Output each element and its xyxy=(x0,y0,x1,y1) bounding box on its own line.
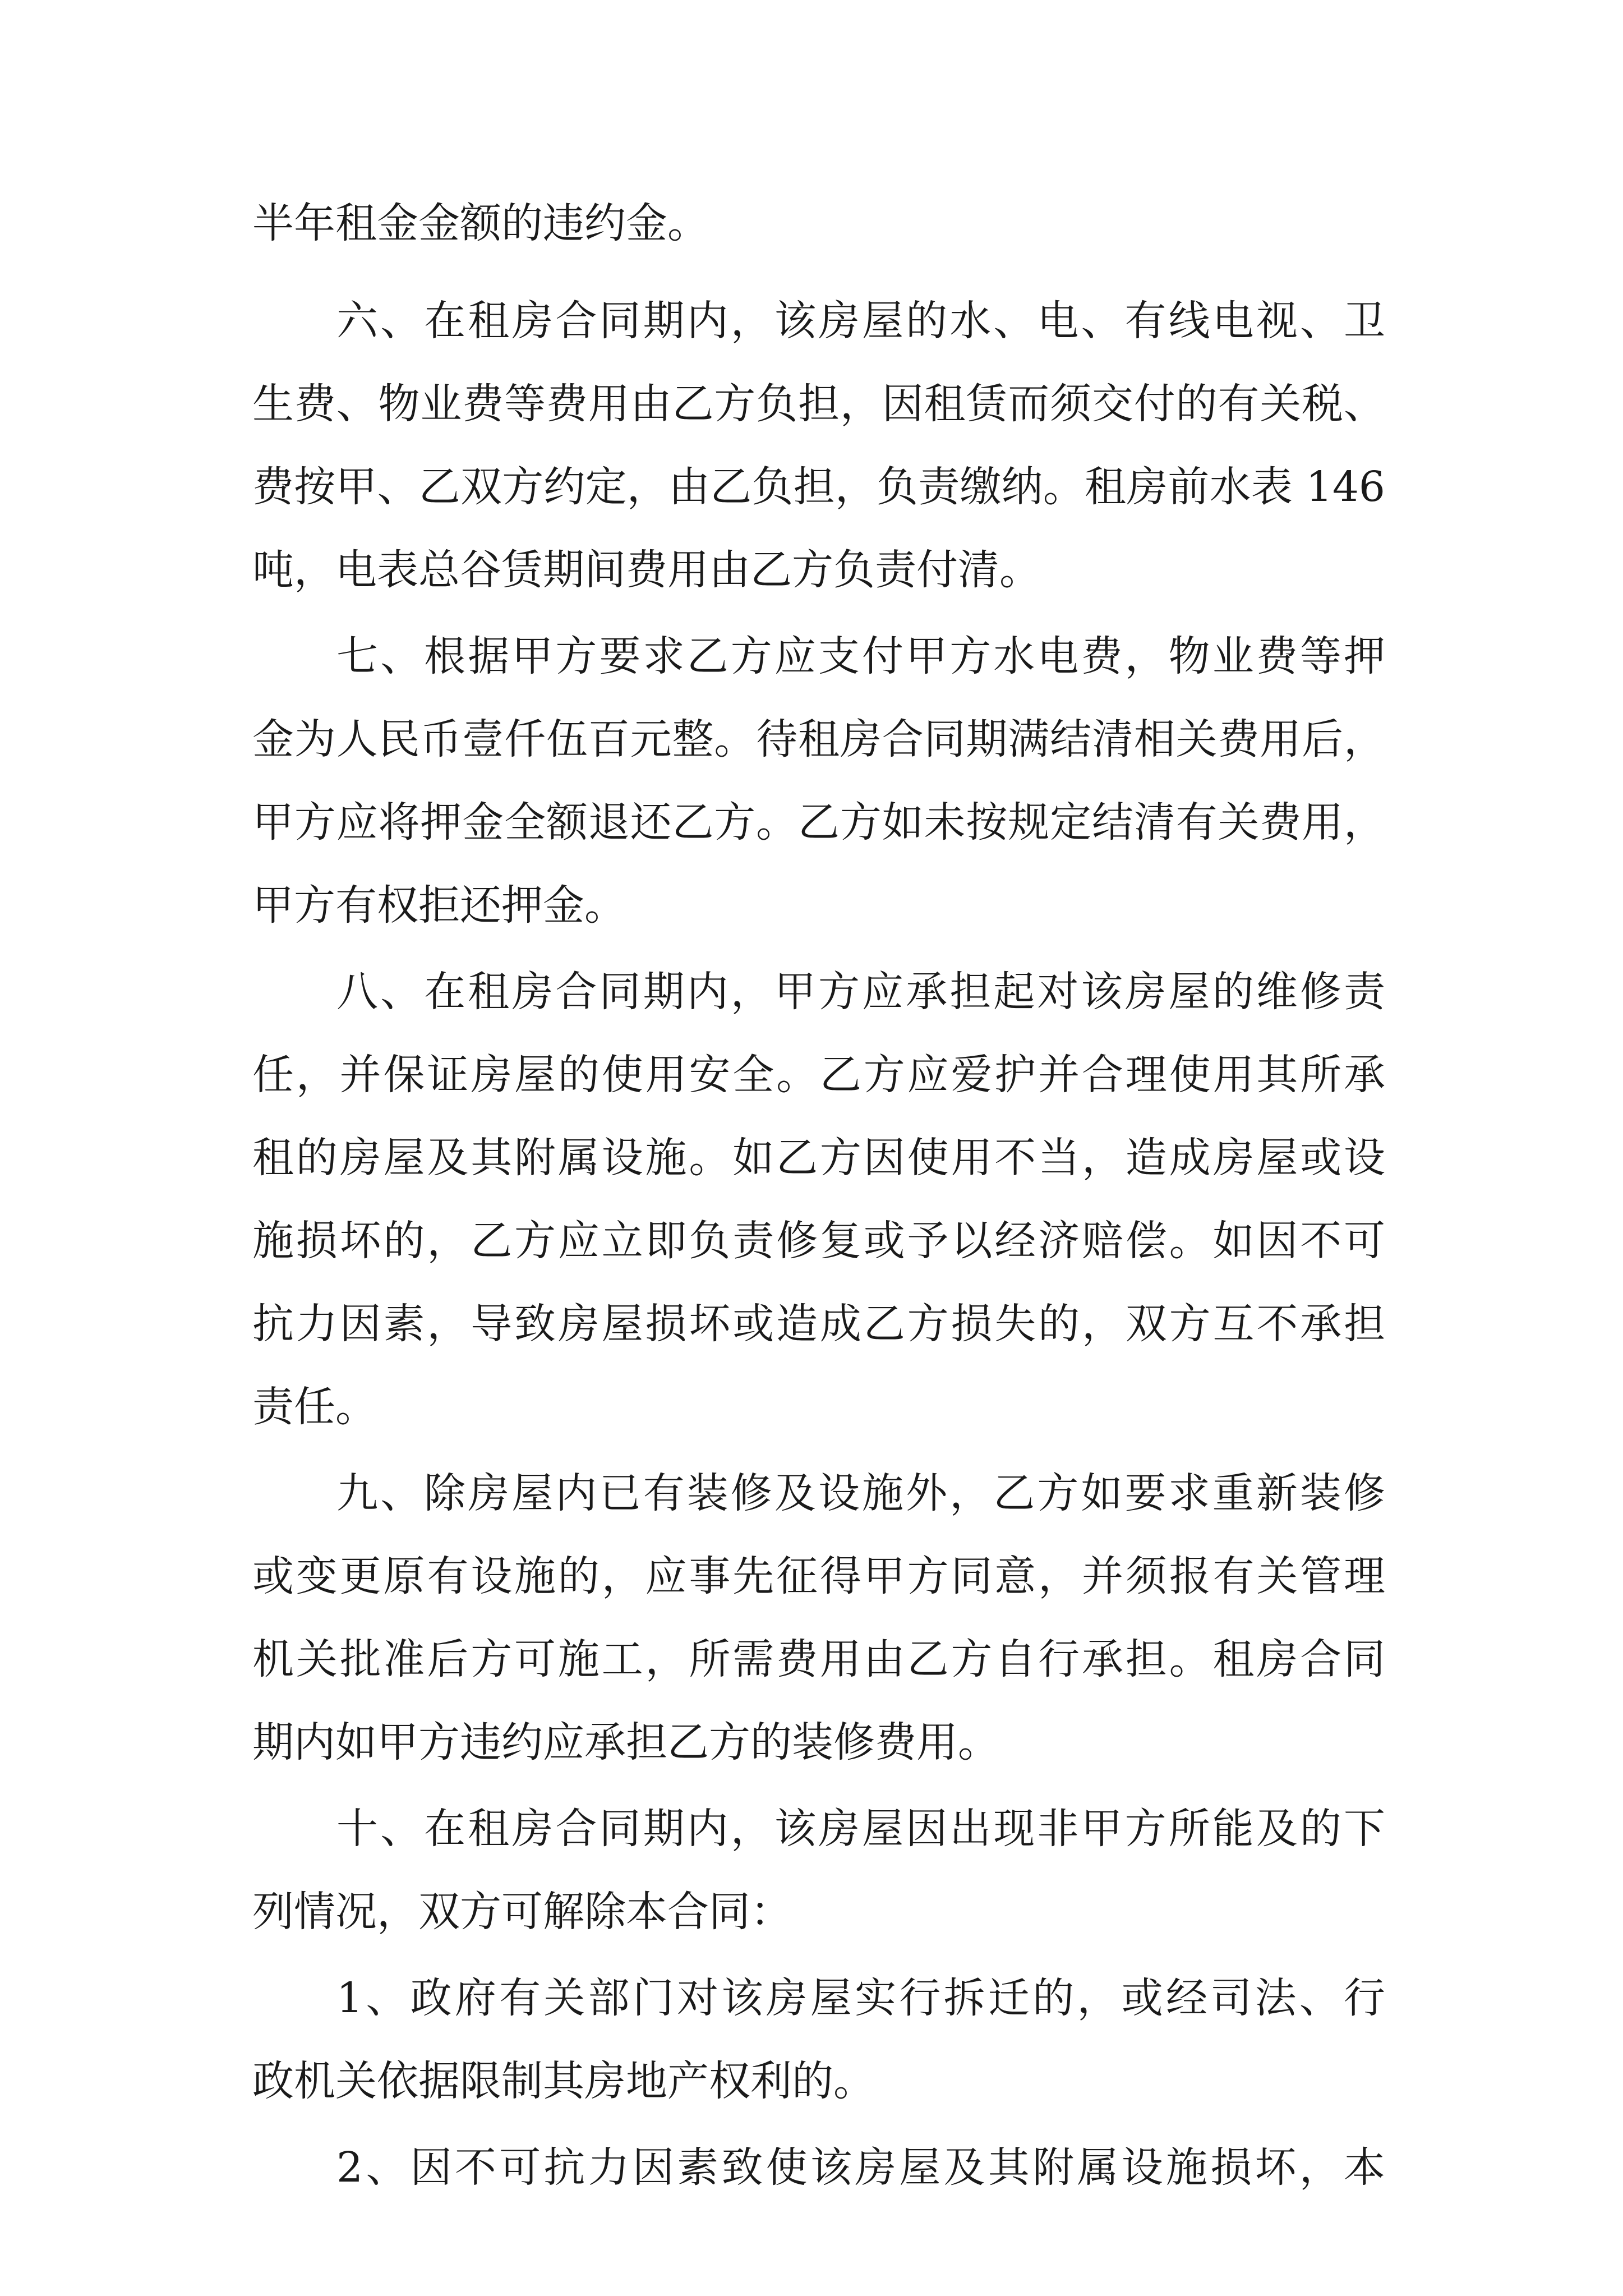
text-line: 甲方应将押金全额退还乙方。乙方如未按规定结清有关费用， xyxy=(252,798,1385,846)
text-line: 施损坏的，乙方应立即负责修复或予以经济赔偿。如因不可 xyxy=(252,1217,1385,1265)
text-line: 甲方有权拒还押金。 xyxy=(252,881,626,930)
text-line: 生费、物业费等费用由乙方负担，因租赁而须交付的有关税、 xyxy=(252,380,1385,428)
text-line: 七、根据甲方要求乙方应支付甲方水电费，物业费等押 xyxy=(336,632,1385,680)
text-line: 六、在租房合同期内，该房屋的水、电、有线电视、卫 xyxy=(336,297,1385,345)
text-line: 半年租金金额的违约金。 xyxy=(252,199,709,247)
text-line: 十、在租房合同期内，该房屋因出现非甲方所能及的下 xyxy=(336,1805,1385,1853)
text-line: 2、因不可抗力因素致使该房屋及其附属设施损坏，本 xyxy=(336,2143,1385,2192)
text-line: 任，并保证房屋的使用安全。乙方应爱护并合理使用其所承 xyxy=(252,1051,1385,1099)
text-line: 八、在租房合同期内，甲方应承担起对该房屋的维修责 xyxy=(336,968,1385,1016)
text-line: 责任。 xyxy=(252,1383,377,1431)
text-line: 吨，电表总谷赁期间费用由乙方负责付清。 xyxy=(252,546,1041,594)
text-line: 1、政府有关部门对该房屋实行拆迁的，或经司法、行 xyxy=(336,1974,1385,2022)
text-line: 抗力因素，导致房屋损坏或造成乙方损失的，双方互不承担 xyxy=(252,1300,1385,1348)
text-line: 机关批准后方可施工，所需费用由乙方自行承担。租房合同 xyxy=(252,1635,1385,1683)
text-line: 政机关依据限制其房地产权利的。 xyxy=(252,2057,875,2105)
text-line: 或变更原有设施的，应事先征得甲方同意，并须报有关管理 xyxy=(252,1552,1385,1600)
text-line: 费按甲、乙双方约定，由乙负担，负责缴纳。租房前水表 146 xyxy=(252,463,1385,511)
text-line: 九、除房屋内已有装修及设施外，乙方如要求重新装修 xyxy=(336,1469,1385,1517)
text-line: 列情况，双方可解除本合同： xyxy=(252,1888,792,1936)
text-line: 金为人民币壹仟伍百元整。待租房合同期满结清相关费用后， xyxy=(252,715,1385,763)
text-line: 期内如甲方违约应承担乙方的装修费用。 xyxy=(252,1718,999,1766)
text-line: 租的房屋及其附属设施。如乙方因使用不当，造成房屋或设 xyxy=(252,1134,1385,1182)
